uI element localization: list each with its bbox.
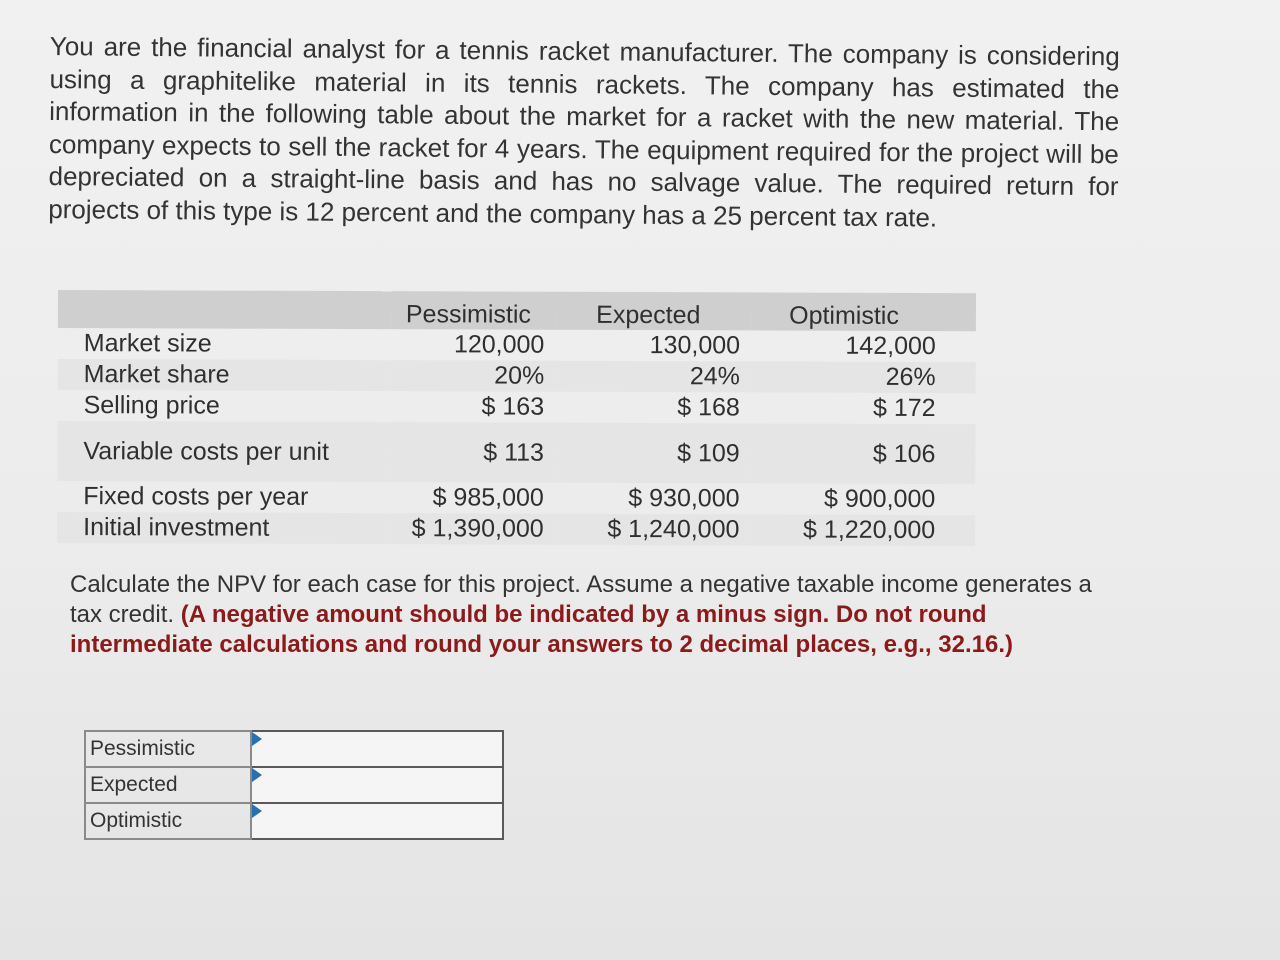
answer-row-optimistic [85, 803, 503, 839]
row-label: Selling price [83, 391, 220, 420]
header-expected: Expected [556, 292, 752, 331]
answer-table [84, 730, 504, 840]
cell-expected: $ 1,240,000 [556, 514, 752, 546]
table-row-fixed-costs [57, 481, 975, 515]
answer-label: Pessimistic [85, 731, 251, 767]
table-row-initial-investment [57, 512, 975, 546]
scenario-table-container [57, 290, 976, 546]
answer-label: Expected [85, 767, 251, 803]
cell-optimistic: $ 1,220,000 [751, 514, 975, 546]
cell-optimistic: $ 106 [752, 423, 976, 484]
cell-pessimistic: $ 163 [481, 392, 545, 421]
problem-statement: You are the financial analyst for a tennis racket manufacturer. The company is considering using a graphitelike material in its tennis rackets. The company has estimated the information in the following table about the market for a racket with the new material. The company expects to sell the racket for 4 years. The equipment required for the project will be depreciated on a straight-line basis and has no salvage value. The required return for projects of this type is 12 percent and the company has a 25 percent tax rate. [48, 30, 1120, 233]
header-pessimistic: Pessimistic [392, 291, 556, 330]
cell-expected: 130,000 [649, 331, 741, 360]
row-label: Fixed costs per year [83, 482, 309, 511]
table-row-market-size [58, 328, 976, 362]
row-label: Variable costs per unit [57, 421, 392, 482]
question-instruction: (A negative amount should be indicated by a minus sign. Do not round intermediate calculations and round your answers to 2 decimal places, e.g., 32.16.) [70, 601, 1013, 658]
header-empty [58, 290, 393, 329]
row-label: Market size [83, 329, 212, 358]
cell-pessimistic: $ 985,000 [432, 483, 544, 512]
cell-optimistic: $ 172 [872, 393, 936, 423]
cell-expected: $ 930,000 [628, 483, 740, 513]
npv-expected-input[interactable] [252, 768, 502, 802]
npv-optimistic-input[interactable] [252, 804, 502, 838]
cell-expected: $ 109 [556, 423, 752, 484]
question-prompt [70, 570, 1110, 660]
cell-pessimistic: 120,000 [453, 330, 545, 359]
question-text: Calculate the NPV for each case for this project. Assume a negative taxable income generates a tax credit. [70, 571, 1092, 628]
row-label: Market share [58, 359, 393, 391]
scenario-table [57, 290, 976, 546]
cell-expected: $ 168 [677, 393, 740, 422]
table-header-row [58, 290, 976, 331]
table-row-variable-costs [57, 421, 975, 484]
cell-pessimistic: 20% [392, 360, 556, 392]
table-row-market-share [58, 359, 976, 393]
answer-cell [251, 767, 503, 803]
npv-pessimistic-input[interactable] [252, 732, 502, 766]
row-label: Initial investment [57, 512, 392, 544]
cell-optimistic: 142,000 [845, 331, 936, 361]
answer-label: Optimistic [85, 803, 251, 839]
cell-expected: 24% [556, 361, 752, 393]
header-optimistic: Optimistic [752, 292, 976, 331]
cell-pessimistic: $ 113 [392, 422, 556, 483]
answer-row-pessimistic [85, 731, 503, 767]
answer-cell [251, 731, 503, 767]
answer-row-expected [85, 767, 503, 803]
cell-pessimistic: $ 1,390,000 [392, 513, 556, 545]
cell-optimistic: $ 900,000 [824, 484, 936, 514]
table-row-selling-price [58, 390, 976, 424]
cell-optimistic: 26% [752, 361, 976, 393]
answer-cell [251, 803, 503, 839]
